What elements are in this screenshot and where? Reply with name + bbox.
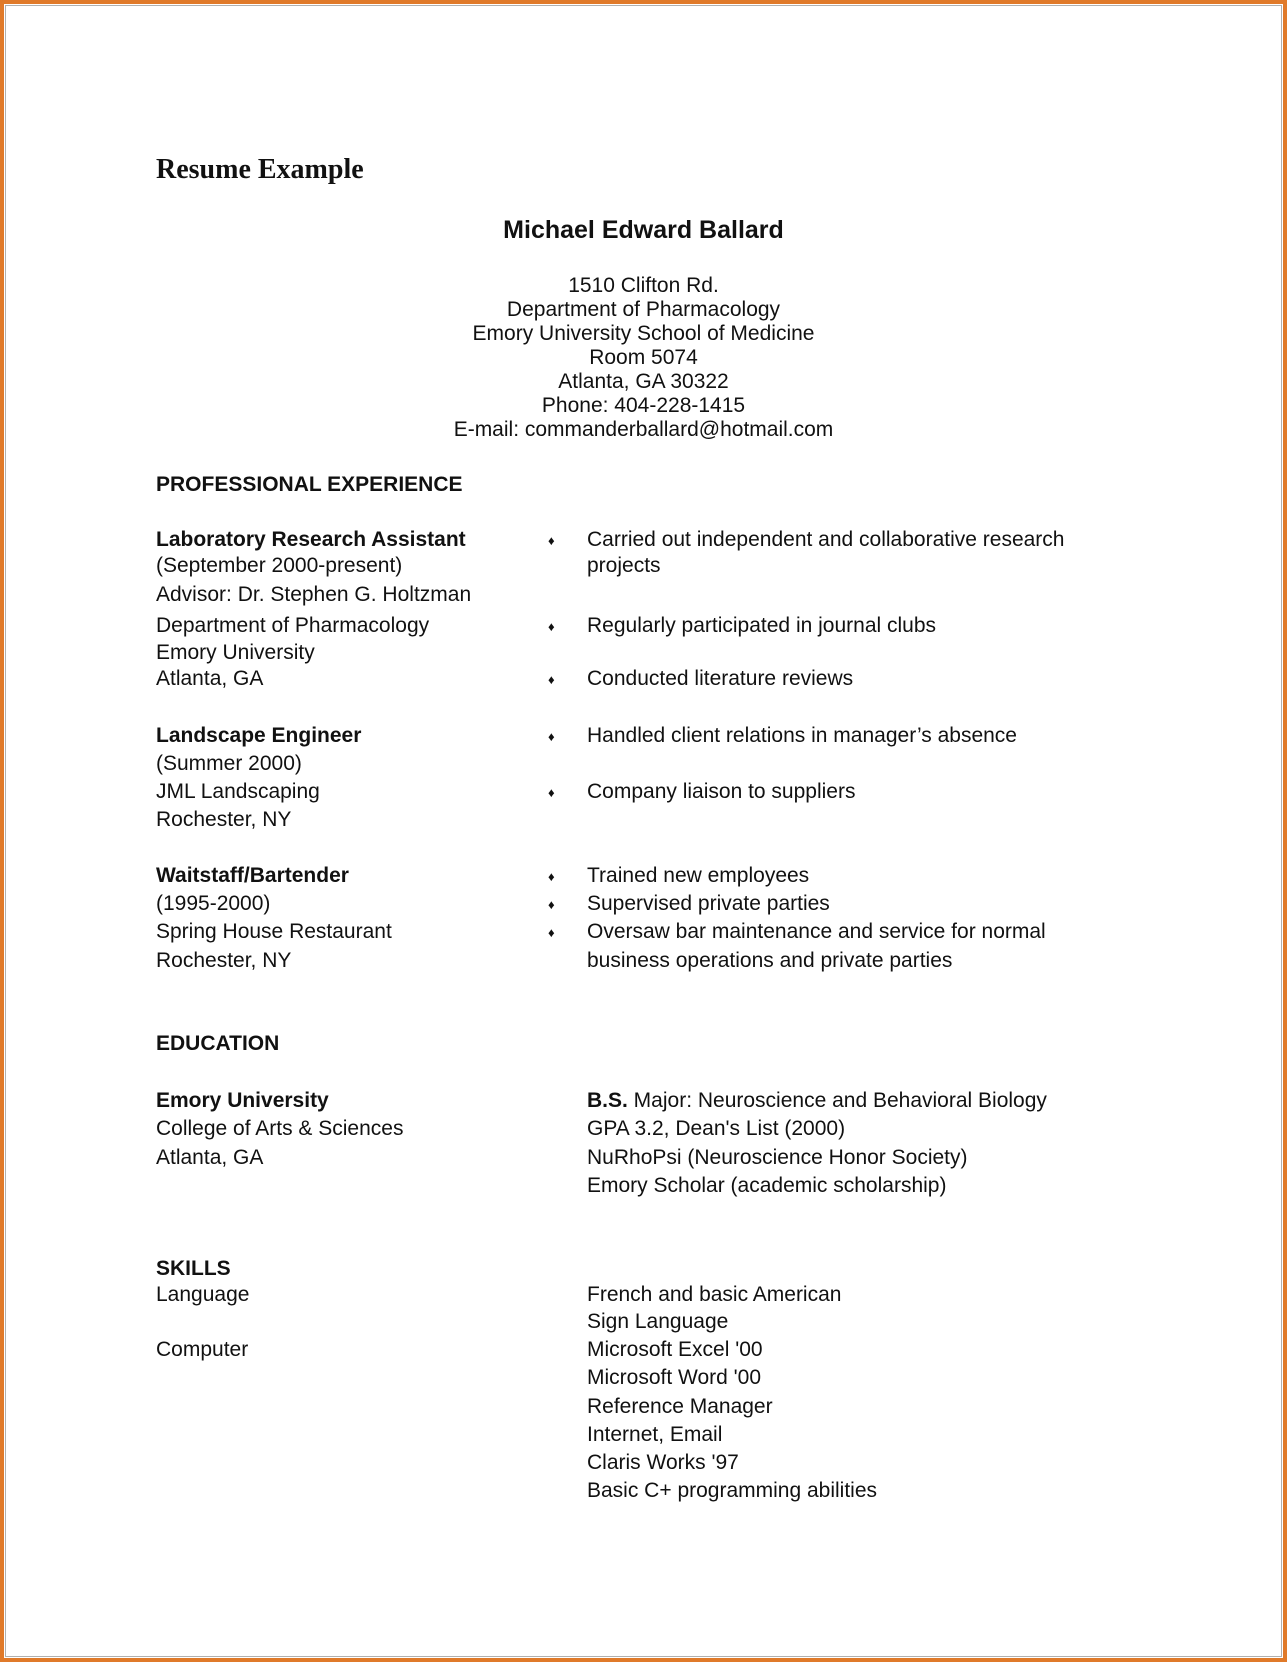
education-location: Atlanta, GA — [156, 1146, 264, 1169]
education-degree-line — [587, 1089, 1047, 1113]
skill-item: Microsoft Word '00 — [587, 1366, 762, 1389]
bullet-icon: ♦ — [548, 925, 555, 940]
job-org: Spring House Restaurant — [156, 920, 392, 943]
address-room: Room 5074 — [589, 346, 698, 369]
bullet-icon: ♦ — [548, 533, 555, 548]
job-org: Department of Pharmacology — [156, 614, 430, 637]
address-street: 1510 Clifton Rd. — [568, 274, 719, 297]
job-title: Landscape Engineer — [156, 724, 362, 747]
skill-item: Microsoft Excel '00 — [587, 1338, 763, 1361]
skills-heading: SKILLS — [156, 1257, 231, 1280]
education-college: College of Arts & Sciences — [156, 1117, 404, 1140]
job-dates: (Summer 2000) — [156, 752, 302, 775]
document-title: Resume Example — [156, 154, 364, 185]
job-location: Atlanta, GA — [156, 667, 264, 690]
skill-item: Claris Works '97 — [587, 1451, 739, 1474]
skill-item: Sign Language — [587, 1310, 729, 1333]
job-duty: Trained new employees — [587, 864, 810, 887]
contact-block — [0, 274, 1287, 442]
bullet-icon: ♦ — [548, 869, 555, 884]
skill-item: Basic C+ programming abilities — [587, 1479, 878, 1502]
education-major: Major: Neuroscience and Behavioral Biology — [627, 1089, 1047, 1112]
bullet-icon: ♦ — [548, 785, 555, 800]
candidate-name: Michael Edward Ballard — [503, 216, 784, 244]
job-duty: Regularly participated in journal clubs — [587, 614, 937, 637]
education-gpa: GPA 3.2, Dean's List (2000) — [587, 1117, 846, 1140]
job-duty-continued: business operations and private parties — [587, 949, 953, 972]
job-duty: Supervised private parties — [587, 892, 830, 915]
job-duty: Oversaw bar maintenance and service for normal — [587, 920, 1046, 943]
job-location: Rochester, NY — [156, 808, 292, 831]
job-advisor: Advisor: Dr. Stephen G. Holtzman — [156, 583, 472, 606]
skills-computer-label: Computer — [156, 1338, 249, 1361]
job-title: Laboratory Research Assistant — [156, 528, 466, 551]
address-department: Department of Pharmacology — [506, 298, 781, 321]
education-degree: B.S. — [587, 1089, 628, 1112]
education-heading: EDUCATION — [156, 1032, 280, 1055]
skills-language-label: Language — [156, 1283, 250, 1306]
bullet-icon: ♦ — [548, 729, 555, 744]
bullet-icon: ♦ — [548, 619, 555, 634]
job-location: Rochester, NY — [156, 949, 292, 972]
address-school: Emory University School of Medicine — [472, 322, 815, 345]
address-email: E-mail: commanderballard@hotmail.com — [453, 418, 834, 441]
address-city: Atlanta, GA 30322 — [558, 370, 729, 393]
job-duty: Carried out independent and collaborative research — [587, 528, 1065, 551]
job-duty-continued: projects — [587, 554, 661, 577]
job-dates: (September 2000-present) — [156, 554, 403, 577]
job-duty: Handled client relations in manager’s absence — [587, 724, 1017, 747]
job-duty: Conducted literature reviews — [587, 667, 854, 690]
bullet-icon: ♦ — [548, 672, 555, 687]
job-dates: (1995-2000) — [156, 892, 271, 915]
bullet-icon: ♦ — [548, 897, 555, 912]
experience-heading: PROFESSIONAL EXPERIENCE — [156, 473, 463, 496]
job-duty: Company liaison to suppliers — [587, 780, 856, 803]
job-title: Waitstaff/Bartender — [156, 864, 349, 887]
education-school: Emory University — [156, 1089, 329, 1112]
job-org-secondary: Emory University — [156, 641, 315, 664]
skill-item: French and basic American — [587, 1283, 842, 1306]
education-honor: NuRhoPsi (Neuroscience Honor Society) — [587, 1146, 968, 1169]
address-phone: Phone: 404-228-1415 — [541, 394, 746, 417]
skill-item: Reference Manager — [587, 1395, 773, 1418]
skill-item: Internet, Email — [587, 1423, 723, 1446]
education-scholarship: Emory Scholar (academic scholarship) — [587, 1174, 947, 1197]
job-org: JML Landscaping — [156, 780, 320, 803]
